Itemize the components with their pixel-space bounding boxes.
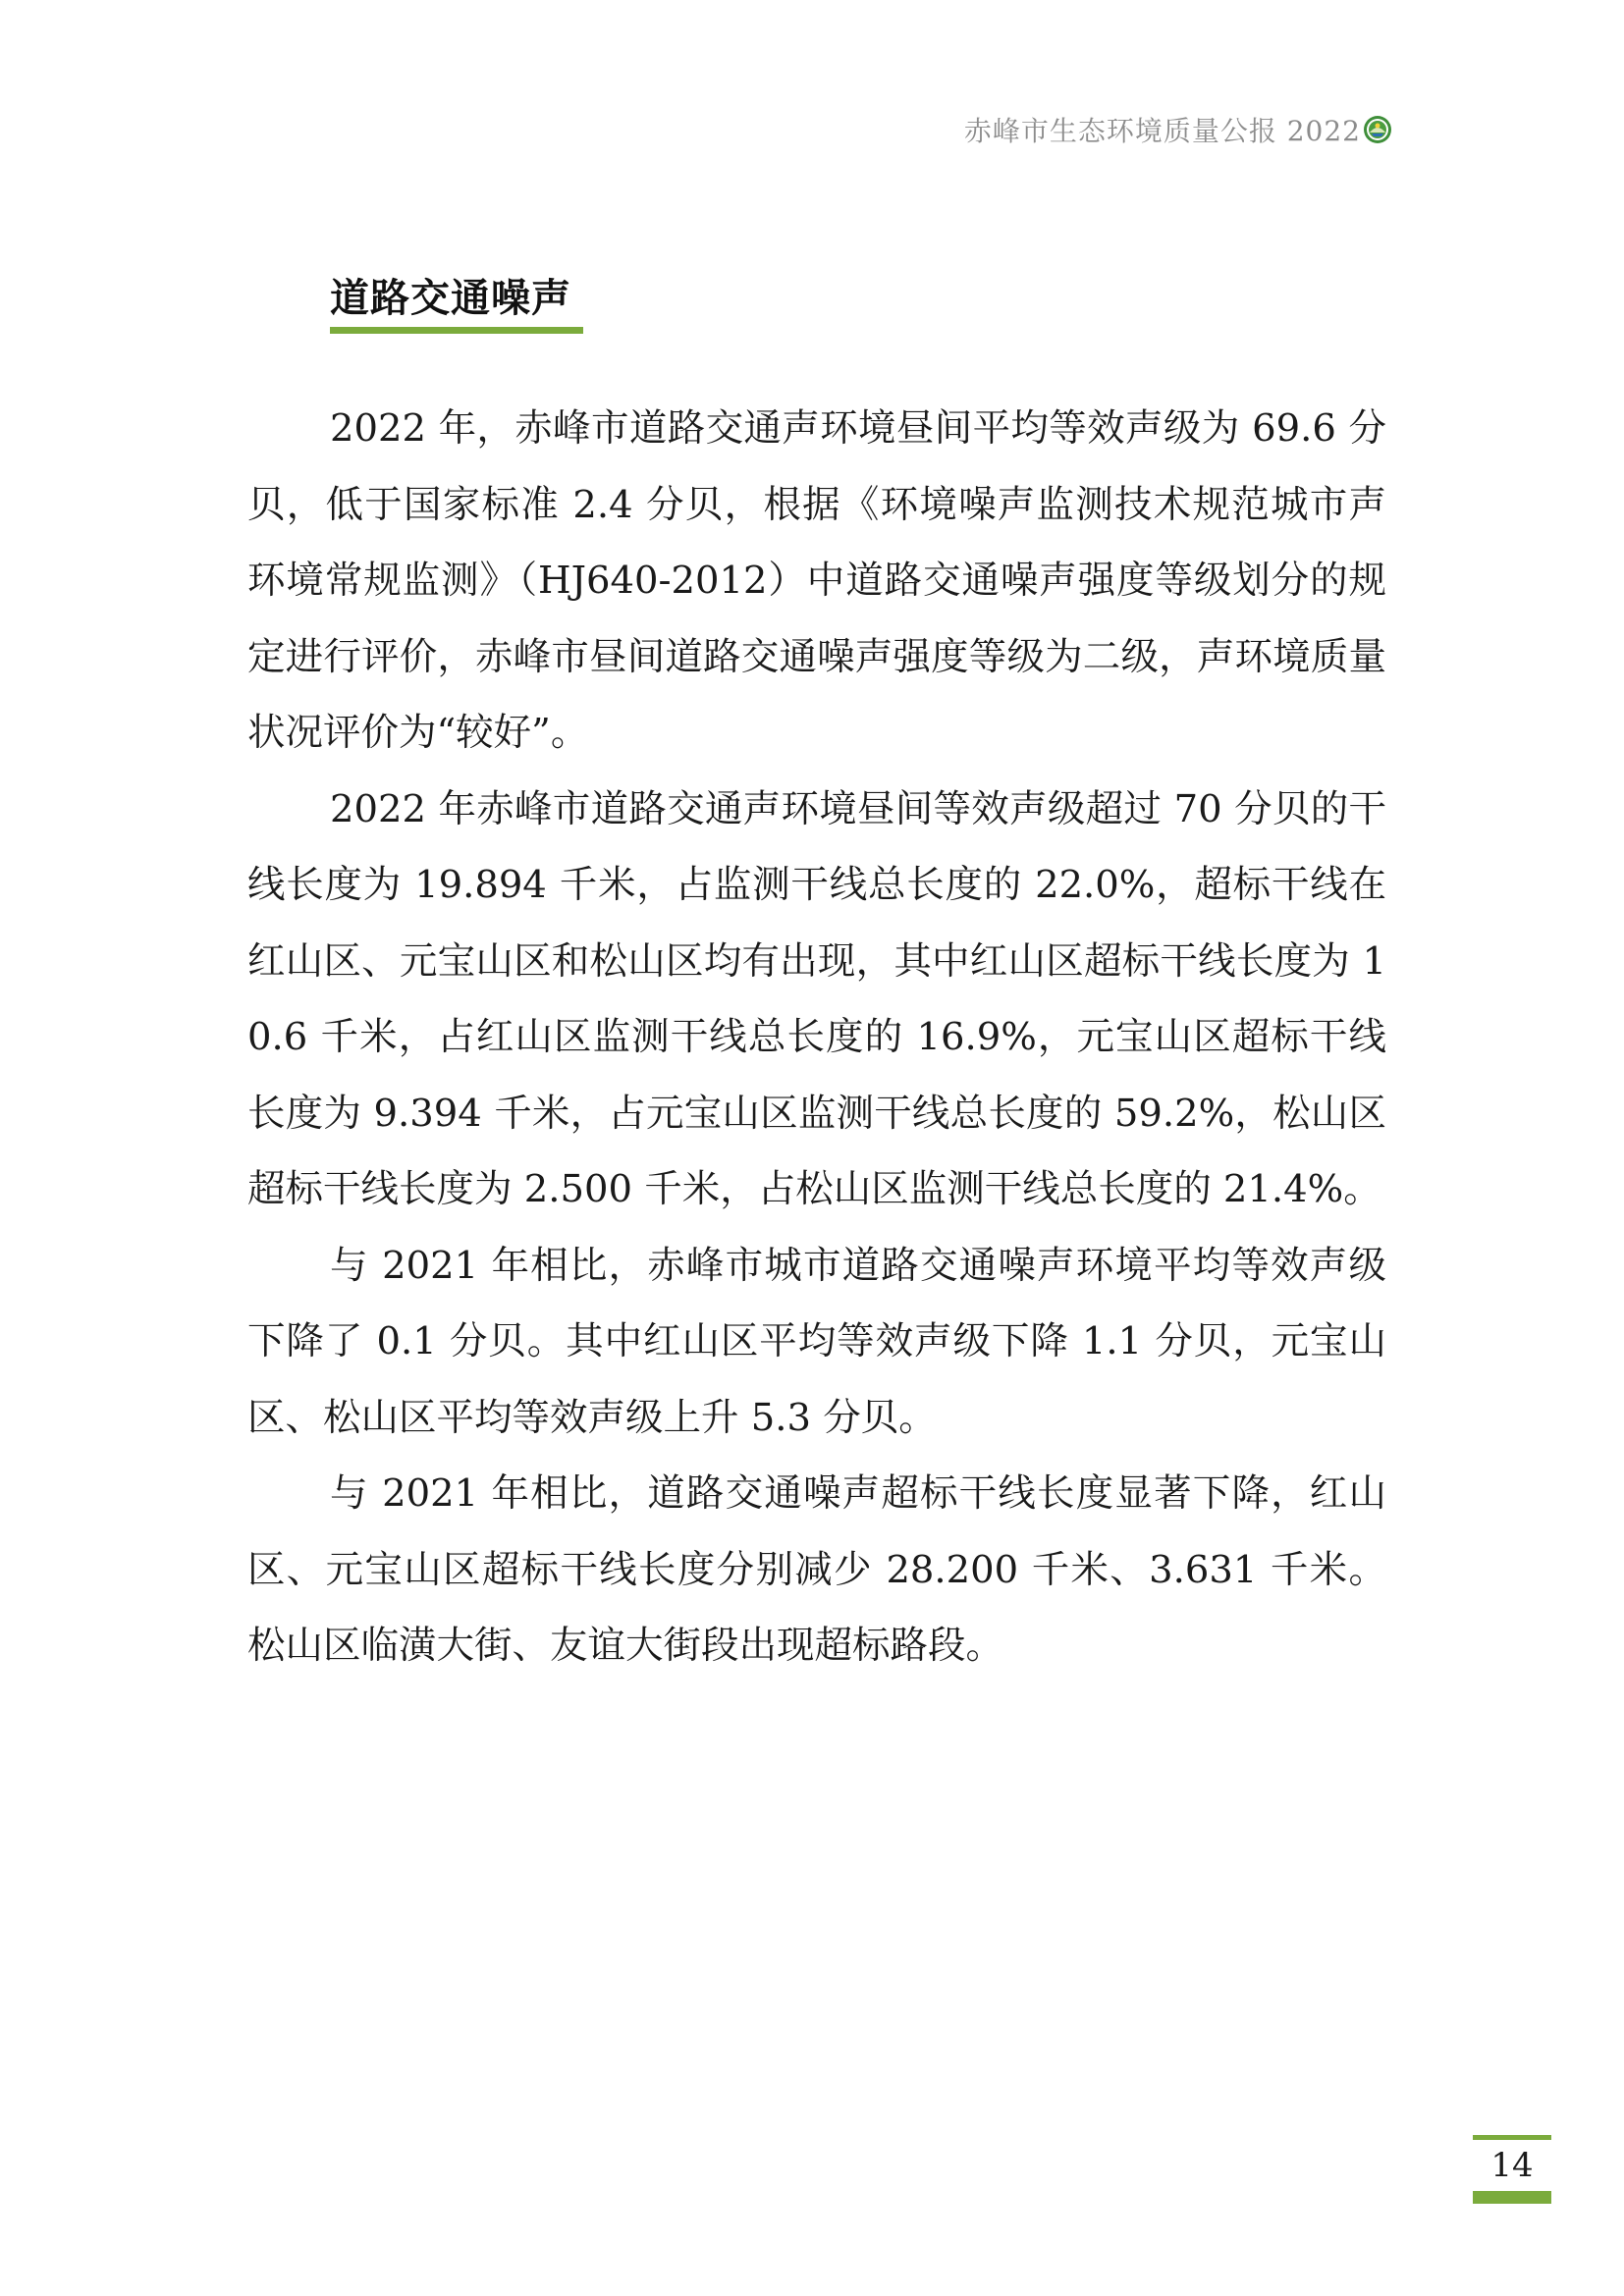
page-number-text: 14 [1490, 2146, 1534, 2185]
title-underline [330, 327, 583, 334]
section-title: 道路交通噪声 [330, 276, 571, 321]
header-title: 赤峰市生态环境质量公报 2022 [963, 115, 1361, 147]
paragraph-3: 与 2021 年相比，赤峰市城市道路交通噪声环境平均等效声级下降了 0.1 分贝。其中红山区平均等效声级下降 1.1 分贝，元宝山区、松山区平均等效声级上升 5.3 分贝。 [247, 1243, 1386, 1440]
body-text [247, 391, 1386, 1684]
paragraph-2: 2022 年赤峰市道路交通声环境昼间等效声级超过 70 分贝的干线长度为 19.894 千米，占监测干线总长度的 22.0%，超标干线在红山区、元宝山区和松山区均有出现，其中红山区超标干线长度为 10.6 千米，占红山区监测干线总长度的 16.9%，元宝山区超标干线长度为 9.394 千米，占元宝山区监测干线总长度的 59.2%，松山区超标干线长度为 2.500 千米，占松山区监测干线总长度的 21.4%。 [247, 786, 1386, 1211]
environmental-protection-emblem-icon [1363, 115, 1392, 144]
paragraph-4: 与 2021 年相比，道路交通噪声超标干线长度显著下降，红山区、元宝山区超标干线长度分别减少 28.200 千米、3.631 千米。松山区临潢大街、友谊大街段出现超标路段。 [247, 1471, 1386, 1668]
page-number [1473, 2135, 1551, 2204]
paragraph-1: 2022 年，赤峰市道路交通声环境昼间平均等效声级为 69.6 分贝，低于国家标准 2.4 分贝，根据《环境噪声监测技术规范城市声环境常规监测》（HJ640-2012）中道路交通噪声强度等级划分的规定进行评价，赤峰市昼间道路交通噪声强度等级为二级，声环境质量状况评价为“较好”。 [247, 406, 1386, 755]
page-header [964, 110, 1392, 149]
page-number-bottom-bar [1473, 2191, 1551, 2204]
